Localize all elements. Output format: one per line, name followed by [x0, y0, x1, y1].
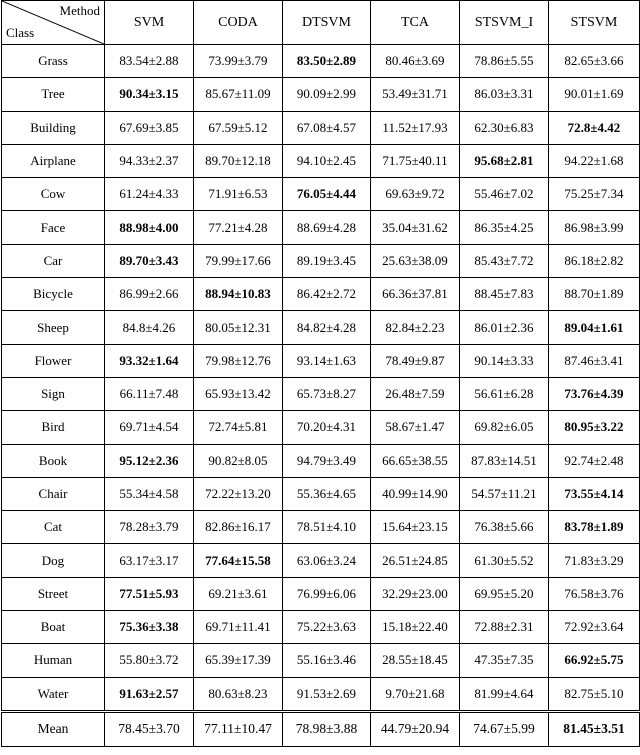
value-cell: 44.79±20.94 — [371, 711, 460, 746]
value-cell: 71.91±6.53 — [194, 178, 283, 211]
value-cell: 66.11±7.48 — [105, 377, 194, 410]
value-cell: 88.45±7.83 — [460, 278, 549, 311]
value-cell: 55.46±7.02 — [460, 178, 549, 211]
method-label: Method — [59, 3, 100, 18]
value-cell: 80.46±3.69 — [371, 45, 460, 78]
table-row — [2, 544, 640, 577]
value-cell: 78.86±5.55 — [460, 45, 549, 78]
value-cell: 87.83±14.51 — [460, 444, 549, 477]
value-cell: 95.12±2.36 — [105, 444, 194, 477]
value-cell: 89.19±3.45 — [283, 244, 371, 277]
value-cell: 11.52±17.93 — [371, 111, 460, 144]
value-cell: 73.55±4.14 — [549, 477, 640, 510]
value-cell: 92.74±2.48 — [549, 444, 640, 477]
value-cell: 91.53±2.69 — [283, 677, 371, 711]
value-cell: 80.05±12.31 — [194, 311, 283, 344]
value-cell: 86.03±3.31 — [460, 78, 549, 111]
value-cell: 65.39±17.39 — [194, 644, 283, 677]
table-row — [2, 677, 640, 711]
value-cell: 81.99±4.64 — [460, 677, 549, 711]
value-cell: 69.82±6.05 — [460, 411, 549, 444]
value-cell: 72.88±2.31 — [460, 611, 549, 644]
value-cell: 26.48±7.59 — [371, 377, 460, 410]
value-cell: 94.79±3.49 — [283, 444, 371, 477]
value-cell: 78.28±3.79 — [105, 511, 194, 544]
value-cell: 61.30±5.52 — [460, 544, 549, 577]
table-row — [2, 577, 640, 610]
value-cell: 89.04±1.61 — [549, 311, 640, 344]
value-cell: 82.86±16.17 — [194, 511, 283, 544]
class-name-cell: Street — [2, 577, 105, 610]
value-cell: 65.73±8.27 — [283, 377, 371, 410]
value-cell: 72.92±3.64 — [549, 611, 640, 644]
table-row — [2, 211, 640, 244]
value-cell: 95.68±2.81 — [460, 144, 549, 177]
table-row — [2, 344, 640, 377]
value-cell: 69.21±3.61 — [194, 577, 283, 610]
value-cell: 25.63±38.09 — [371, 244, 460, 277]
class-name-cell: Bird — [2, 411, 105, 444]
value-cell: 72.74±5.81 — [194, 411, 283, 444]
value-cell: 69.95±5.20 — [460, 577, 549, 610]
class-name-cell: Mean — [2, 711, 105, 746]
value-cell: 47.35±7.35 — [460, 644, 549, 677]
value-cell: 86.01±2.36 — [460, 311, 549, 344]
table-row — [2, 144, 640, 177]
value-cell: 26.51±24.85 — [371, 544, 460, 577]
value-cell: 66.36±37.81 — [371, 278, 460, 311]
column-header-coda: CODA — [194, 1, 283, 45]
value-cell: 91.63±2.57 — [105, 677, 194, 711]
value-cell: 78.49±9.87 — [371, 344, 460, 377]
value-cell: 69.71±4.54 — [105, 411, 194, 444]
class-name-cell: Tree — [2, 78, 105, 111]
class-name-cell: Chair — [2, 477, 105, 510]
value-cell: 80.63±8.23 — [194, 677, 283, 711]
class-name-cell: Building — [2, 111, 105, 144]
value-cell: 58.67±1.47 — [371, 411, 460, 444]
value-cell: 82.75±5.10 — [549, 677, 640, 711]
class-name-cell: Dog — [2, 544, 105, 577]
column-header-stsvm: STSVM — [549, 1, 640, 45]
column-header-svm: SVM — [105, 1, 194, 45]
value-cell: 73.99±3.79 — [194, 45, 283, 78]
value-cell: 83.54±2.88 — [105, 45, 194, 78]
value-cell: 78.98±3.88 — [283, 711, 371, 746]
value-cell: 82.84±2.23 — [371, 311, 460, 344]
value-cell: 90.09±2.99 — [283, 78, 371, 111]
value-cell: 94.10±2.45 — [283, 144, 371, 177]
value-cell: 77.21±4.28 — [194, 211, 283, 244]
table-row — [2, 511, 640, 544]
value-cell: 79.98±12.76 — [194, 344, 283, 377]
value-cell: 71.75±40.11 — [371, 144, 460, 177]
column-header-tca: TCA — [371, 1, 460, 45]
header-row — [2, 1, 640, 45]
value-cell: 55.80±3.72 — [105, 644, 194, 677]
table-row — [2, 178, 640, 211]
value-cell: 80.95±3.22 — [549, 411, 640, 444]
value-cell: 75.36±3.38 — [105, 611, 194, 644]
value-cell: 90.14±3.33 — [460, 344, 549, 377]
value-cell: 28.55±18.45 — [371, 644, 460, 677]
value-cell: 79.99±17.66 — [194, 244, 283, 277]
table-row — [2, 611, 640, 644]
class-label: Class — [6, 25, 35, 40]
value-cell: 78.51±4.10 — [283, 511, 371, 544]
value-cell: 86.18±2.82 — [549, 244, 640, 277]
value-cell: 84.8±4.26 — [105, 311, 194, 344]
class-name-cell: Cow — [2, 178, 105, 211]
value-cell: 54.57±11.21 — [460, 477, 549, 510]
value-cell: 88.70±1.89 — [549, 278, 640, 311]
table-row — [2, 278, 640, 311]
value-cell: 55.34±4.58 — [105, 477, 194, 510]
table-row — [2, 477, 640, 510]
value-cell: 40.99±14.90 — [371, 477, 460, 510]
class-name-cell: Grass — [2, 45, 105, 78]
value-cell: 76.38±5.66 — [460, 511, 549, 544]
column-header-dtsvm: DTSVM — [283, 1, 371, 45]
value-cell: 76.58±3.76 — [549, 577, 640, 610]
value-cell: 86.42±2.72 — [283, 278, 371, 311]
value-cell: 90.01±1.69 — [549, 78, 640, 111]
value-cell: 69.63±9.72 — [371, 178, 460, 211]
class-name-cell: Sheep — [2, 311, 105, 344]
value-cell: 88.69±4.28 — [283, 211, 371, 244]
table-row — [2, 411, 640, 444]
value-cell: 77.51±5.93 — [105, 577, 194, 610]
value-cell: 69.71±11.41 — [194, 611, 283, 644]
value-cell: 83.50±2.89 — [283, 45, 371, 78]
table-row — [2, 244, 640, 277]
class-name-cell: Human — [2, 644, 105, 677]
value-cell: 75.25±7.34 — [549, 178, 640, 211]
table-row — [2, 311, 640, 344]
table-row — [2, 377, 640, 410]
table-row — [2, 644, 640, 677]
value-cell: 90.34±3.15 — [105, 78, 194, 111]
class-name-cell: Boat — [2, 611, 105, 644]
value-cell: 93.32±1.64 — [105, 344, 194, 377]
value-cell: 84.82±4.28 — [283, 311, 371, 344]
class-name-cell: Face — [2, 211, 105, 244]
value-cell: 56.61±6.28 — [460, 377, 549, 410]
value-cell: 75.22±3.63 — [283, 611, 371, 644]
value-cell: 78.45±3.70 — [105, 711, 194, 746]
table-row — [2, 45, 640, 78]
value-cell: 72.22±13.20 — [194, 477, 283, 510]
value-cell: 67.08±4.57 — [283, 111, 371, 144]
value-cell: 70.20±4.31 — [283, 411, 371, 444]
class-name-cell: Book — [2, 444, 105, 477]
value-cell: 66.92±5.75 — [549, 644, 640, 677]
value-cell: 93.14±1.63 — [283, 344, 371, 377]
value-cell: 90.82±8.05 — [194, 444, 283, 477]
value-cell: 77.64±15.58 — [194, 544, 283, 577]
value-cell: 73.76±4.39 — [549, 377, 640, 410]
class-name-cell: Car — [2, 244, 105, 277]
table-row — [2, 111, 640, 144]
value-cell: 88.98±4.00 — [105, 211, 194, 244]
class-name-cell: Flower — [2, 344, 105, 377]
class-name-cell: Water — [2, 677, 105, 711]
value-cell: 81.45±3.51 — [549, 711, 640, 746]
value-cell: 76.05±4.44 — [283, 178, 371, 211]
corner-header-cell — [2, 1, 105, 45]
value-cell: 77.11±10.47 — [194, 711, 283, 746]
results-table — [1, 0, 640, 747]
value-cell: 94.33±2.37 — [105, 144, 194, 177]
value-cell: 76.99±6.06 — [283, 577, 371, 610]
class-name-cell: Sign — [2, 377, 105, 410]
value-cell: 85.67±11.09 — [194, 78, 283, 111]
value-cell: 55.16±3.46 — [283, 644, 371, 677]
mean-row — [2, 711, 640, 746]
value-cell: 87.46±3.41 — [549, 344, 640, 377]
value-cell: 88.94±10.83 — [194, 278, 283, 311]
value-cell: 72.8±4.42 — [549, 111, 640, 144]
value-cell: 82.65±3.66 — [549, 45, 640, 78]
class-name-cell: Airplane — [2, 144, 105, 177]
value-cell: 63.06±3.24 — [283, 544, 371, 577]
value-cell: 86.35±4.25 — [460, 211, 549, 244]
value-cell: 65.93±13.42 — [194, 377, 283, 410]
table-body — [2, 45, 640, 747]
value-cell: 66.65±38.55 — [371, 444, 460, 477]
value-cell: 94.22±1.68 — [549, 144, 640, 177]
value-cell: 86.99±2.66 — [105, 278, 194, 311]
value-cell: 15.64±23.15 — [371, 511, 460, 544]
value-cell: 74.67±5.99 — [460, 711, 549, 746]
value-cell: 71.83±3.29 — [549, 544, 640, 577]
value-cell: 83.78±1.89 — [549, 511, 640, 544]
value-cell: 61.24±4.33 — [105, 178, 194, 211]
value-cell: 86.98±3.99 — [549, 211, 640, 244]
value-cell: 85.43±7.72 — [460, 244, 549, 277]
value-cell: 53.49±31.71 — [371, 78, 460, 111]
value-cell: 67.69±3.85 — [105, 111, 194, 144]
value-cell: 15.18±22.40 — [371, 611, 460, 644]
value-cell: 9.70±21.68 — [371, 677, 460, 711]
class-name-cell: Bicycle — [2, 278, 105, 311]
value-cell: 62.30±6.83 — [460, 111, 549, 144]
value-cell: 89.70±12.18 — [194, 144, 283, 177]
value-cell: 67.59±5.12 — [194, 111, 283, 144]
class-name-cell: Cat — [2, 511, 105, 544]
table-row — [2, 78, 640, 111]
value-cell: 89.70±3.43 — [105, 244, 194, 277]
table-row — [2, 444, 640, 477]
column-header-stsvm-i: STSVM_I — [460, 1, 549, 45]
value-cell: 32.29±23.00 — [371, 577, 460, 610]
value-cell: 63.17±3.17 — [105, 544, 194, 577]
value-cell: 55.36±4.65 — [283, 477, 371, 510]
value-cell: 35.04±31.62 — [371, 211, 460, 244]
